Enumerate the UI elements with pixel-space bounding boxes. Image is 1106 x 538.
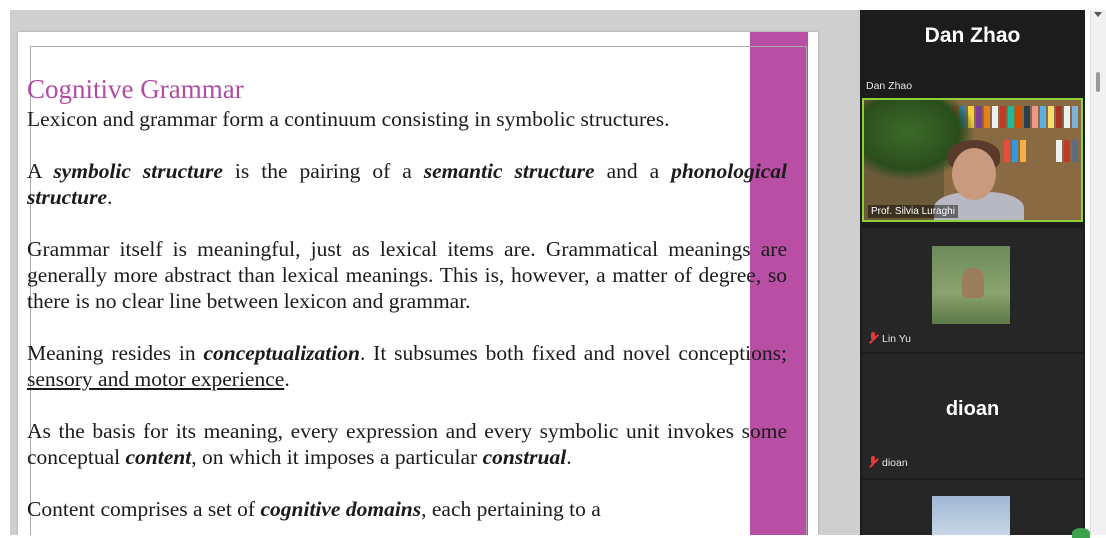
book: [1040, 106, 1046, 128]
book: [1032, 106, 1038, 128]
mic-muted-icon: [868, 332, 878, 344]
text-span: .: [107, 185, 113, 209]
term-construal: construal: [482, 445, 567, 469]
book: [976, 106, 982, 128]
book: [1064, 140, 1070, 162]
book: [1004, 140, 1010, 162]
book: [1000, 106, 1006, 128]
participant-name-text: Lin Yu: [882, 333, 912, 345]
video-tile-active[interactable]: [862, 98, 1083, 222]
text-span: .: [566, 445, 572, 469]
participant-name-text: dioan: [882, 457, 908, 469]
avatar: [932, 496, 1010, 535]
avatar: [932, 246, 1010, 324]
term-phonological-structure: phonological structure: [27, 159, 787, 209]
scroll-up-icon[interactable]: [1094, 12, 1102, 17]
deer-shape: [962, 268, 984, 298]
participant-name: [868, 332, 911, 345]
status-indicator-icon: [1072, 528, 1090, 538]
book: [1008, 106, 1014, 128]
panel-scrollbar[interactable]: [1090, 10, 1106, 535]
participant-tile-lin-yu[interactable]: [862, 228, 1083, 352]
book: [1056, 106, 1062, 128]
term-semantic-structure: semantic structure: [423, 159, 595, 183]
paragraph-conceptualization: [27, 340, 787, 392]
tile-label-dan-zhao: Dan Zhao: [866, 80, 913, 92]
participant-name: [868, 456, 908, 469]
participant-display-name: dioan: [945, 398, 1000, 420]
book: [992, 106, 998, 128]
text-span: As the basis for its meaning, every expression and every symbolic unit invokes some conceptual: [27, 419, 787, 469]
term-conceptualization: conceptualization: [203, 341, 360, 365]
book: [984, 106, 990, 128]
book: [1072, 140, 1078, 162]
paragraph-lexicon: Lexicon and grammar form a continuum consisting in symbolic structures.: [27, 107, 670, 131]
participant-face: [952, 148, 996, 200]
text-span: A: [27, 159, 54, 183]
presentation-slide: [18, 32, 818, 535]
book: [1020, 140, 1026, 162]
shared-screen-area: [10, 10, 860, 535]
paragraph-symbolic-structure: [27, 158, 787, 210]
text-span: . It subsumes both fixed and novel conceptions;: [359, 341, 787, 365]
book: [1024, 106, 1030, 128]
scroll-thumb[interactable]: [1096, 72, 1100, 92]
top-strip: [0, 0, 1106, 10]
text-span: is the pairing of a: [222, 159, 424, 183]
text-span: , on which it imposes a particular: [191, 445, 483, 469]
book: [1048, 106, 1054, 128]
book: [1064, 106, 1070, 128]
text-span: .: [284, 367, 290, 391]
video-name-label: Prof. Silvia Luraghi: [868, 205, 958, 218]
text-span: , each pertaining to a: [421, 497, 601, 521]
text-span: Content comprises a set of: [27, 497, 261, 521]
book: [1056, 140, 1062, 162]
paragraph-cognitive-domains: [27, 496, 787, 522]
participant-tile-dioan[interactable]: [862, 354, 1083, 478]
term-content: content: [125, 445, 192, 469]
mic-muted-icon: [868, 456, 878, 468]
active-speaker-name: Dan Zhao: [924, 24, 1021, 47]
book: [1012, 140, 1018, 162]
slide-title: Cognitive Grammar: [27, 74, 244, 104]
book: [1016, 106, 1022, 128]
term-cognitive-domains: cognitive domains: [260, 497, 422, 521]
paragraph-content-construal: [27, 418, 787, 470]
paragraph-grammar-meaningful: Grammar itself is meaningful, just as lexical items are. Grammatical meanings are generally more abstract than lexical meanings. This is, however, a matter of degree, so there is no clear line between lexicon and grammar.: [27, 237, 787, 313]
term-symbolic-structure: symbolic structure: [53, 159, 223, 183]
book: [1072, 106, 1078, 128]
participants-panel: [860, 10, 1085, 535]
text-span: and a: [594, 159, 672, 183]
text-span: Meaning resides in: [27, 341, 204, 365]
participant-tile-next[interactable]: [862, 480, 1083, 535]
slide-content: [27, 74, 787, 535]
underlined-phrase: sensory and motor experience: [27, 367, 285, 391]
